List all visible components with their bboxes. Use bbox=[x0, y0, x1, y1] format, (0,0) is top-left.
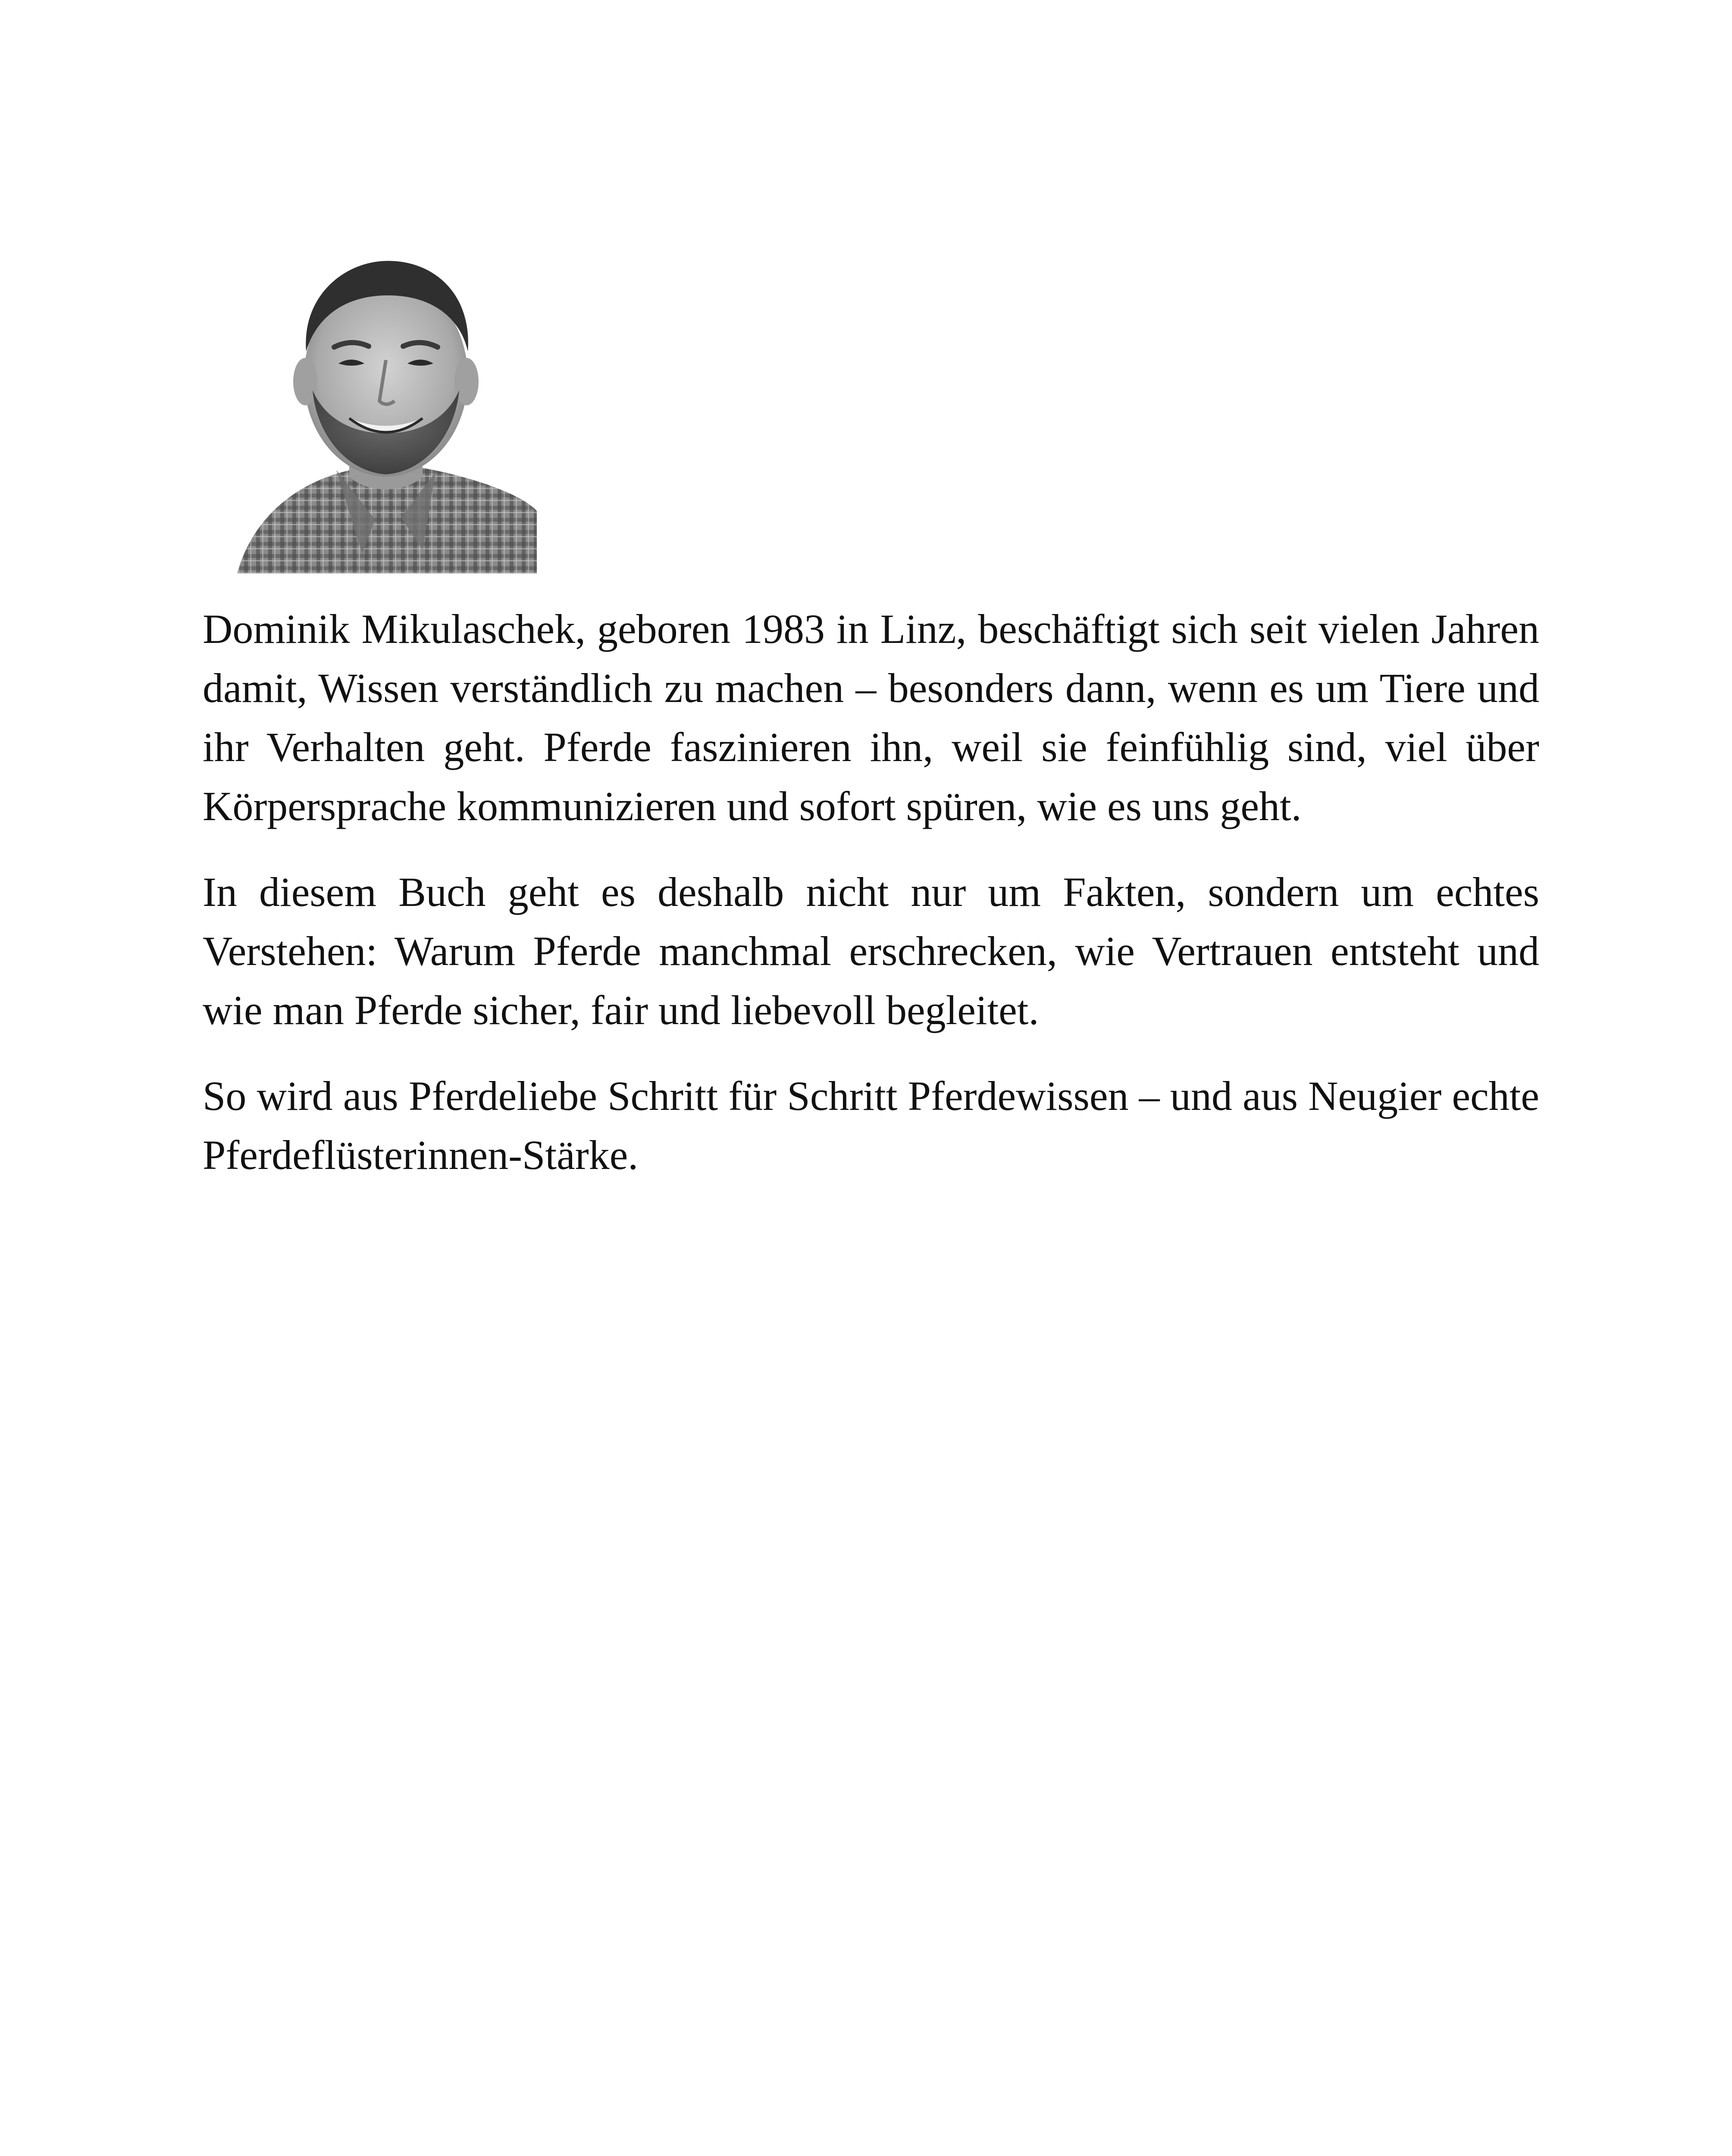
bio-paragraph-2: In diesem Buch geht es deshalb nicht nur um Fakten, sondern um echtes Verstehen: Warum Pferde manchmal erschrecken, wie Vertrauen entsteht und wie man Pferde sicher, fair und liebevoll begleitet. bbox=[203, 869, 1539, 1033]
bio-paragraph-1: Dominik Mikulaschek, geboren 1983 in Linz, beschäftigt sich seit vielen Jahren damit, Wissen verständlich zu machen – besonders dann, wenn es um Tiere und ihr Verhalten geht. Pferde faszinieren ihn, weil sie feinfühlig sind, viel über Körpersprache kommunizieren und sofort spüren, wie es uns geht. bbox=[203, 606, 1539, 829]
author-bio bbox=[203, 599, 1539, 1211]
author-photo bbox=[220, 252, 537, 573]
bio-paragraph-3: So wird aus Pferdeliebe Schritt für Schritt Pferdewissen – und aus Neugier echte Pferdeflüsterinnen-Stärke. bbox=[203, 1073, 1539, 1178]
